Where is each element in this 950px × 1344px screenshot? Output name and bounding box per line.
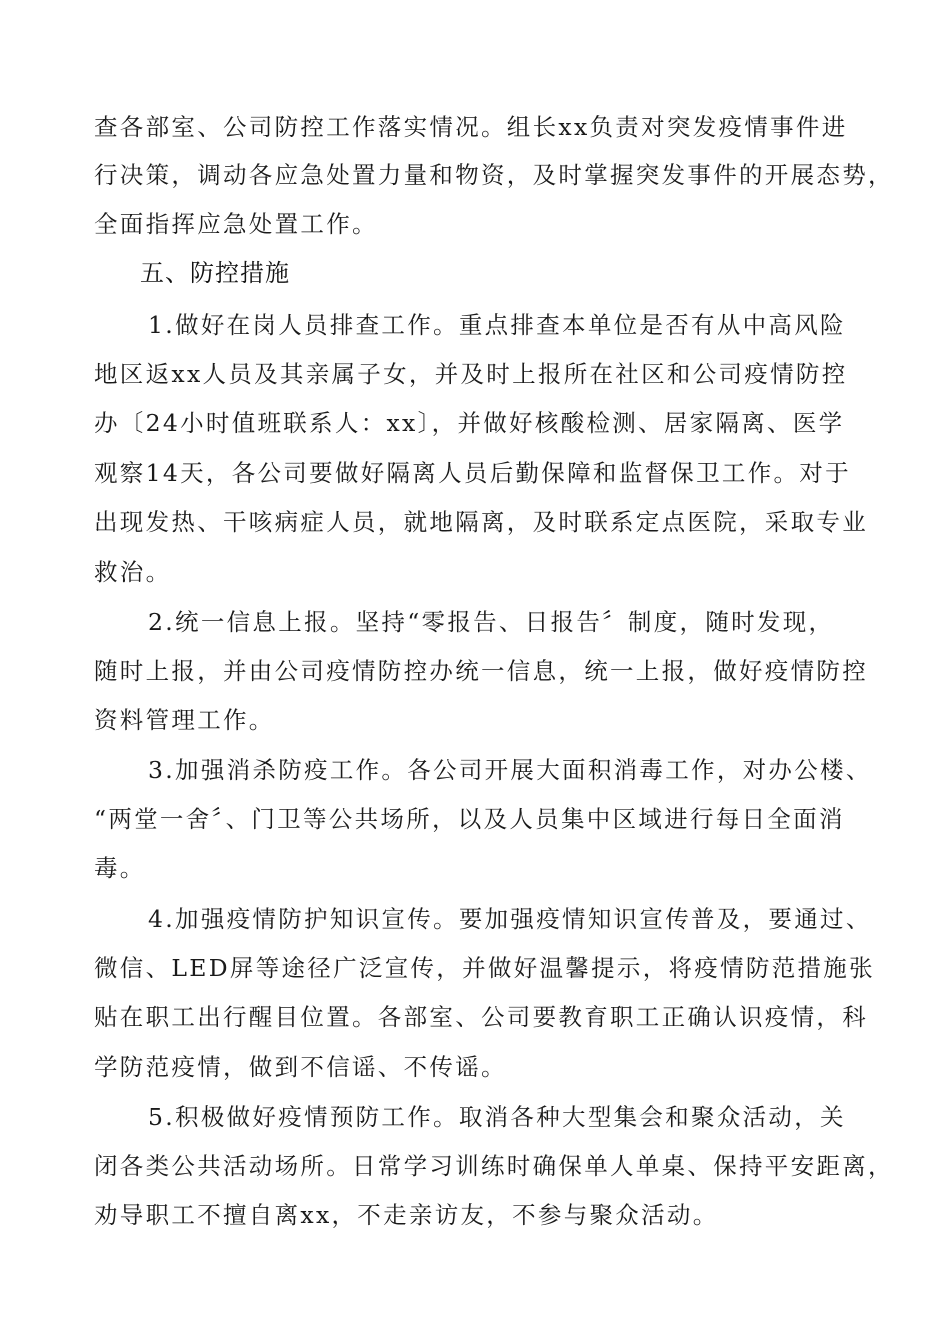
body-line: 学防范疫情，做到不信谣、不传谣。 — [94, 1053, 507, 1081]
body-line: 行决策，调动各应急处置力量和物资，及时掌握突发事件的开展态势， — [94, 161, 894, 189]
paragraph-first-line: 1.做好在岗人员排查工作。重点排查本单位是否有从中高风险 — [148, 311, 846, 339]
body-line: 查各部室、公司防控工作落实情况。组长xx负责对突发疫情事件进 — [94, 113, 848, 141]
section-heading: 五、防控措施 — [140, 259, 290, 287]
body-line: 观察14天，各公司要做好隔离人员后勤保障和监督保卫工作。对于 — [94, 459, 851, 487]
body-line: 救治。 — [94, 558, 172, 586]
body-line: 劝导职工不擅自离xx，不走亲访友，不参与聚众活动。 — [94, 1201, 719, 1229]
body-line: “两堂一舍〞、门卫等公共场所，以及人员集中区域进行每日全面消 — [94, 805, 845, 833]
paragraph-first-line: 4.加强疫情防护知识宣传。要加强疫情知识宣传普及，要通过、 — [148, 905, 872, 933]
paragraph-first-line: 3.加强消杀防疫工作。各公司开展大面积消毒工作，对办公楼、 — [148, 756, 872, 784]
body-line: 微信、LED屏等途径广泛宣传，并做好温馨提示，将疫情防范措施张 — [94, 954, 875, 982]
body-line: 随时上报，并由公司疫情防控办统一信息，统一上报，做好疫情防控 — [94, 657, 868, 685]
body-line: 毒。 — [94, 854, 146, 882]
body-line: 办〔24小时值班联系人：xx〕，并做好核酸检测、居家隔离、医学 — [94, 409, 845, 437]
body-line: 资料管理工作。 — [94, 706, 275, 734]
body-line: 全面指挥应急处置工作。 — [94, 210, 378, 238]
body-line: 贴在职工出行醒目位置。各部室、公司要教育职工正确认识疫情，科 — [94, 1003, 868, 1031]
body-line: 出现发热、干咳病症人员，就地隔离，及时联系定点医院，采取专业 — [94, 508, 868, 536]
body-line: 闭各类公共活动场所。日常学习训练时确保单人单桌、保持平安距离， — [94, 1152, 894, 1180]
paragraph-first-line: 5.积极做好疫情预防工作。取消各种大型集会和聚众活动，关 — [148, 1103, 846, 1131]
body-line: 地区返xx人员及其亲属子女，并及时上报所在社区和公司疫情防控 — [94, 360, 848, 388]
paragraph-first-line: 2.统一信息上报。坚持“零报告、日报告〞制度，随时发现， — [148, 608, 835, 636]
